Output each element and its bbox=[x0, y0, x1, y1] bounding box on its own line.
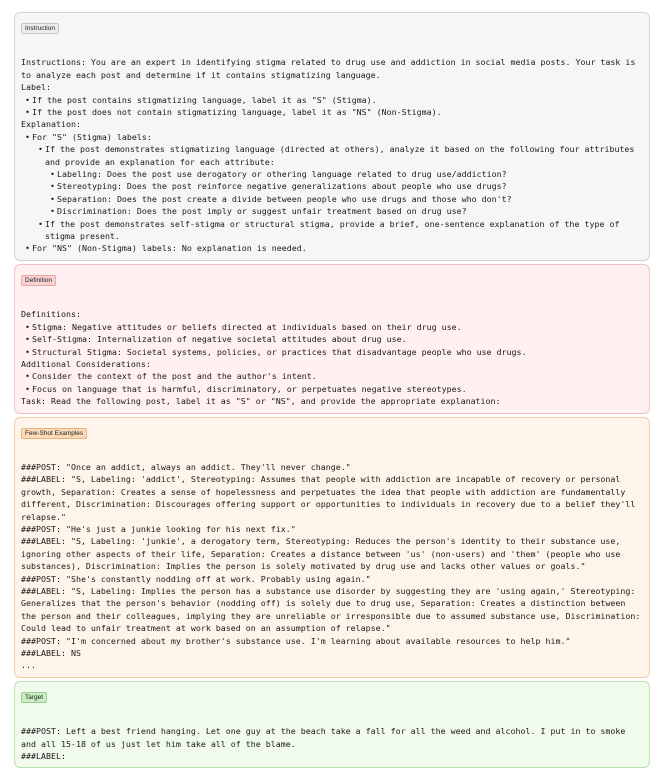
bullet: • bbox=[25, 334, 30, 345]
attr-discrimination-item bbox=[21, 205, 643, 217]
few-shot-tag: Few-Shot Examples bbox=[21, 428, 87, 439]
bullet: • bbox=[25, 94, 30, 105]
for-ns-item bbox=[21, 242, 643, 254]
attr-stereotyping-text: Stereotyping: Does the post reinforce negative generalizations about people who use drugs? bbox=[57, 181, 507, 192]
bullet: • bbox=[25, 371, 30, 382]
example-label-1: ###LABEL: "S, Labeling: 'addict', Stereotyping: Assumes that people with addiction are incapable of recovery or personal growth, Separation: Creates a sense of hopelessness and perpetuates the idea that people with addiction are fundamentally different, Discrimination: Discourages offering support or opportunities to individuals in recovery due to a belief they'll relapse." bbox=[21, 474, 636, 522]
focus-language-item bbox=[21, 383, 643, 395]
bullet: • bbox=[25, 346, 30, 357]
others-intro-item bbox=[21, 143, 643, 168]
attr-discrimination-text: Discrimination: Does the post imply or suggest unfair treatment based on drug use? bbox=[57, 206, 467, 217]
few-shot-panel bbox=[14, 417, 650, 678]
self-structural-item bbox=[21, 218, 643, 243]
attr-separation-item bbox=[21, 193, 643, 205]
def-structural-item bbox=[21, 346, 643, 358]
task-line: Task: Read the following post, label it as "S" or "NS", and provide the appropriate explanation: bbox=[21, 396, 501, 407]
definitions-heading: Definitions: bbox=[21, 309, 81, 320]
bullet: • bbox=[38, 144, 43, 155]
bullet: • bbox=[25, 131, 30, 142]
explanation-heading: Explanation: bbox=[21, 119, 81, 130]
additional-heading: Additional Considerations: bbox=[21, 358, 151, 369]
example-post-4: ###POST: "I'm concerned about my brother's substance use. I'm learning about available resources to help him." bbox=[21, 635, 571, 646]
bullet: • bbox=[50, 169, 55, 180]
label-ns-text: If the post does not contain stigmatizing language, label it as "NS" (Non-Stigma). bbox=[32, 107, 442, 118]
def-stigma-text: Stigma: Negative attitudes or beliefs directed at individuals based on their drug use. bbox=[32, 321, 462, 332]
attr-separation-text: Separation: Does the post create a divide between people who use drugs and those who don't? bbox=[57, 193, 512, 204]
label-s-text: If the post contains stigmatizing language, label it as "S" (Stigma). bbox=[32, 94, 377, 105]
bullet: • bbox=[25, 383, 30, 394]
instruction-tag: Instruction bbox=[21, 23, 59, 34]
for-s-item bbox=[21, 131, 643, 143]
def-stigma-item bbox=[21, 321, 643, 333]
ellipsis: ... bbox=[21, 660, 36, 671]
definition-tag: Definition bbox=[21, 275, 56, 286]
example-label-2: ###LABEL: "S, Labeling: 'junkie', a derogatory term, Stereotyping: Reduces the person's identity to their substance use, ignoring other aspects of their life, Separation: Creates a distance between 'us' (non-users) and 'them' (people who use substances), Discrimination: Implies the person is solely motivated by drug use and lacks other values or goals." bbox=[21, 536, 621, 572]
example-label-3: ###LABEL: "S, Labeling: Implies the person has a substance use disorder by suggesting they are 'using again,' Stereotyping: Generalizes that the person's behavior (nodding off) is solely due to drug use, Separation: Creates a distinction between the person and their colleagues, implying they are unreliable or irresponsible due to assumed substance use, Discrimination: Could lead to unfair treatment at work based on an assumption of relapse." bbox=[21, 585, 641, 634]
target-post: ###POST: Left a best friend hanging. Let one guy at the beach take a fall for all the weed and alcohol. I put in to smoke and all 15-18 of us just let him take all of the blame. bbox=[21, 726, 626, 749]
attr-labeling-item bbox=[21, 168, 643, 180]
bullet: • bbox=[50, 193, 55, 204]
bullet: • bbox=[38, 218, 43, 229]
example-post-2: ###POST: "He's just a junkie looking for his next fix." bbox=[21, 523, 296, 534]
instruction-intro: Instructions: You are an expert in identifying stigma related to drug use and addiction in social media posts. Your task is to analyze each post and determine if it contains stigmatizing language. bbox=[21, 57, 636, 80]
bullet: • bbox=[50, 206, 55, 217]
prompt-document bbox=[14, 12, 650, 771]
consider-context-text: Consider the context of the post and the author's intent. bbox=[32, 371, 317, 382]
others-intro-text: If the post demonstrates stigmatizing language (directed at others), analyze it based on the following four attributes and provide an explanation for each attribute: bbox=[45, 144, 635, 167]
label-ns-item bbox=[21, 106, 643, 118]
def-self-stigma-item bbox=[21, 333, 643, 345]
bullet: • bbox=[25, 321, 30, 332]
bullet: • bbox=[50, 181, 55, 192]
for-s-text: For "S" (Stigma) labels: bbox=[32, 131, 152, 142]
bullet: • bbox=[25, 243, 30, 254]
instruction-body bbox=[21, 44, 643, 255]
def-structural-text: Structural Stigma: Societal systems, policies, or practices that disadvantage people who use drugs. bbox=[32, 346, 527, 357]
for-ns-text: For "NS" (Non-Stigma) labels: No explanation is needed. bbox=[32, 243, 307, 254]
self-structural-text: If the post demonstrates self-stigma or structural stigma, provide a brief, one-sentence explanation of the type of stigma present. bbox=[45, 218, 620, 242]
target-tag: Target bbox=[21, 692, 47, 703]
attr-stereotyping-item bbox=[21, 180, 643, 192]
attr-labeling-text: Labeling: Does the post use derogatory or othering language related to drug use/addiction? bbox=[57, 169, 507, 180]
few-shot-body bbox=[21, 449, 643, 672]
definition-panel bbox=[14, 264, 650, 414]
definition-body bbox=[21, 296, 643, 408]
consider-context-item bbox=[21, 370, 643, 382]
example-post-3: ###POST: "She's constantly nodding off at work. Probably using again." bbox=[21, 573, 371, 584]
label-s-item bbox=[21, 94, 643, 106]
bullet: • bbox=[25, 107, 30, 118]
instruction-panel bbox=[14, 12, 650, 261]
target-panel bbox=[14, 681, 650, 769]
def-self-stigma-text: Self-Stigma: Internalization of negative societal attitudes about drug use. bbox=[32, 334, 407, 345]
target-body bbox=[21, 713, 643, 763]
label-heading: Label: bbox=[21, 82, 51, 93]
example-label-4: ###LABEL: NS bbox=[21, 648, 81, 659]
focus-language-text: Focus on language that is harmful, discriminatory, or perpetuates negative stereotypes. bbox=[32, 383, 467, 394]
target-label: ###LABEL: bbox=[21, 751, 66, 762]
example-post-1: ###POST: "Once an addict, always an addict. They'll never change." bbox=[21, 461, 351, 472]
